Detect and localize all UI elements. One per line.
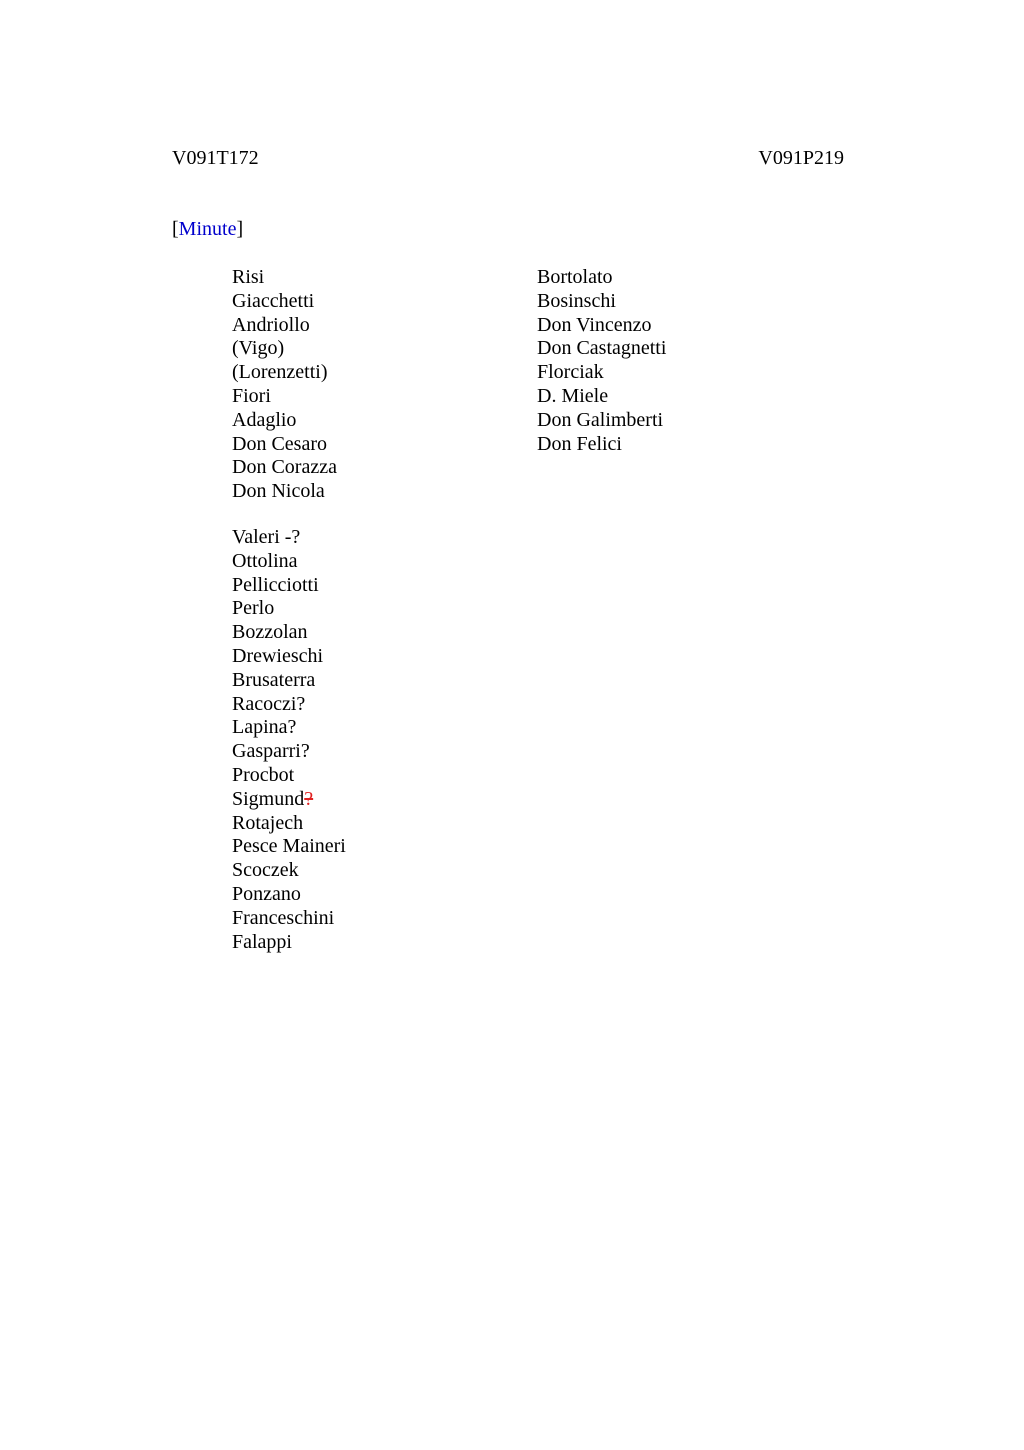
document-code-left: V091T172 <box>172 147 259 169</box>
list-item: Falappi <box>232 930 292 953</box>
list-item: Perlo <box>232 597 275 620</box>
list-item: Racoczi? <box>232 692 306 715</box>
list-item: Adaglio <box>232 408 297 431</box>
list-item: Valeri -? <box>232 526 301 548</box>
names-column-right <box>537 266 666 456</box>
list-item: Florciak <box>537 361 604 384</box>
list-item: Scoczek <box>232 859 299 882</box>
list-item: Drewieschi <box>232 644 324 667</box>
minute-link[interactable]: Minute <box>178 218 237 240</box>
list-item: Bozzolan <box>232 621 308 644</box>
section-heading <box>172 217 243 241</box>
list-item: Giacchetti <box>232 289 315 312</box>
list-item-sigmund <box>232 788 346 812</box>
list-item: Lapina? <box>232 716 297 739</box>
list-item: (Vigo) <box>232 337 285 360</box>
list-item: Risi <box>232 266 265 288</box>
list-item: Don Corazza <box>232 456 337 479</box>
list-item: Don Castagnetti <box>537 337 667 360</box>
list-item: Brusaterra <box>232 668 316 691</box>
names-column-left-group1 <box>232 266 337 504</box>
sigmund-name: Sigmund <box>232 787 305 810</box>
deleted-question-mark: ? <box>304 787 314 810</box>
list-item: Don Cesaro <box>232 432 327 455</box>
list-item: Don Vincenzo <box>537 313 652 336</box>
list-item: Bortolato <box>537 266 613 288</box>
close-bracket: ] <box>236 218 244 240</box>
list-item: Pellicciotti <box>232 573 319 596</box>
list-item: Bosinschi <box>537 289 616 312</box>
list-item: Don Nicola <box>232 480 325 503</box>
list-item: Ponzano <box>232 882 301 905</box>
names-column-left-group2 <box>232 526 346 954</box>
list-item: Don Galimberti <box>537 408 664 431</box>
list-item: Franceschini <box>232 906 335 929</box>
document-code-right: V091P219 <box>758 147 844 169</box>
list-item: Andriollo <box>232 313 310 336</box>
list-item: Procbot <box>232 763 295 786</box>
list-item: (Lorenzetti) <box>232 361 328 384</box>
list-item: Fiori <box>232 384 271 407</box>
open-bracket: [ <box>172 218 179 240</box>
list-item: D. Miele <box>537 384 609 407</box>
list-item: Rotajech <box>232 811 304 834</box>
list-item: Pesce Maineri <box>232 835 346 858</box>
list-item: Ottolina <box>232 549 298 572</box>
list-item: Gasparri? <box>232 740 310 763</box>
list-item: Don Felici <box>537 432 622 455</box>
